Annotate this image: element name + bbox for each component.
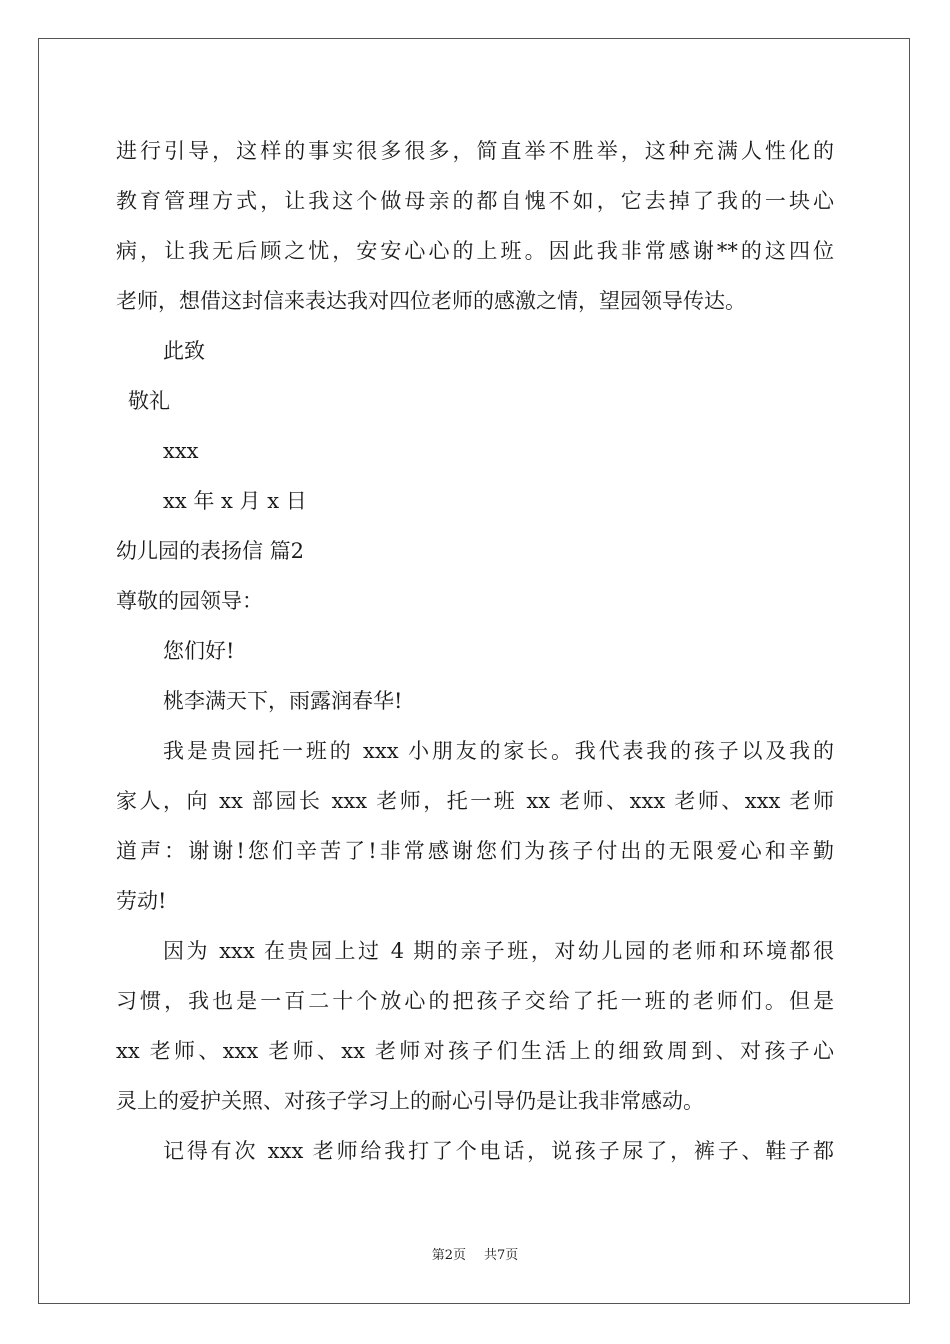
paragraph-line: 灵上的爱护关照、对孩子学习上的耐心引导仍是让我非常感动。 (116, 1089, 704, 1113)
paragraph-line: xx 老师、xxx 老师、xx 老师对孩子们生活上的细致周到、对孩子心 (116, 1039, 834, 1063)
paragraph-line: 桃李满天下，雨露润春华! (163, 689, 403, 713)
paragraph-line: 教育管理方式，让我这个做母亲的都自愧不如，它去掉了我的一块心 (116, 189, 834, 213)
paragraph-line: 记得有次 xxx 老师给我打了个电话，说孩子尿了，裤子、鞋子都 (163, 1139, 834, 1163)
paragraph-line: 家人，向 xx 部园长 xxx 老师，托一班 xx 老师、xxx 老师、xxx 老师 (116, 789, 834, 813)
paragraph-line: 我是贵园托一班的 xxx 小朋友的家长。我代表我的孩子以及我的 (163, 739, 834, 763)
paragraph-line: 病，让我无后顾之忧，安安心心的上班。因此我非常感谢**的这四位 (116, 239, 834, 263)
paragraph-line: 您们好! (163, 639, 235, 663)
signature-name: xxx (163, 439, 199, 463)
paragraph-line: 习惯，我也是一百二十个放心的把孩子交给了托一班的老师们。但是 (116, 989, 834, 1013)
paragraph-line: 进行引导，这样的事实很多很多，简直举不胜举，这种充满人性化的 (116, 139, 834, 163)
closing-regards: 敬礼 (128, 389, 170, 413)
paragraph-line: 因为 xxx 在贵园上过 4 期的亲子班，对幼儿园的老师和环境都很 (163, 939, 834, 963)
closing-salutation: 此致 (163, 339, 205, 363)
document-body (116, 126, 834, 1176)
page-number-total: 共7页 (484, 1248, 519, 1263)
paragraph-line: 劳动! (116, 889, 167, 913)
paragraph-line: 老师，想借这封信来表达我对四位老师的感激之情，望园领导传达。 (116, 289, 746, 313)
signature-date: xx 年 x 月 x 日 (163, 489, 307, 513)
section-title: 幼儿园的表扬信 篇2 (116, 539, 305, 563)
letter-greeting: 尊敬的园领导： (116, 589, 263, 613)
paragraph-line: 道声：谢谢!您们辛苦了!非常感谢您们为孩子付出的无限爱心和辛勤 (116, 839, 834, 863)
page-number-current: 第2页 (431, 1248, 466, 1263)
page-footer (0, 1244, 950, 1263)
